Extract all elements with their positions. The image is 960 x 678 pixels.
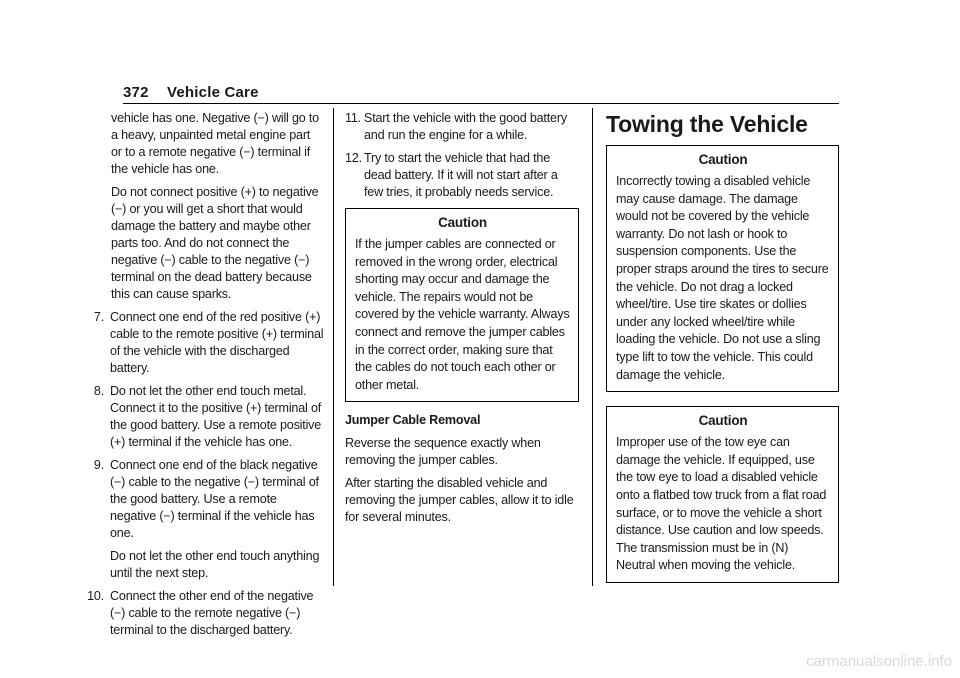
paragraph: Do not connect positive (+) to negative (−) or you will get a short that would damage the battery and maybe other parts too. And do not connect the negative (−) cable to the negative (−) terminal on the dead battery because this can cause sparks. xyxy=(111,185,319,301)
page-header xyxy=(123,84,259,101)
step-number: 10. xyxy=(87,589,104,603)
step-text: Do not let the other end touch anything until the next step. xyxy=(110,549,320,580)
caution-heading: Caution xyxy=(698,413,748,429)
caution-box xyxy=(345,208,579,402)
section-title: Vehicle Care xyxy=(167,84,259,101)
column-left xyxy=(78,110,324,645)
paragraph: vehicle has one. Negative (−) will go to a heavy, unpainted metal engine part or to a remote negative (−) terminal if the vehicle has one. xyxy=(111,111,319,176)
step-number: 9. xyxy=(93,458,104,472)
step-item xyxy=(78,383,324,451)
step-text: Try to start the vehicle that had the dead battery. If it will not start after a few tries, it probably needs service. xyxy=(364,151,558,199)
caution-heading: Caution xyxy=(438,215,487,230)
paragraph: Reverse the sequence exactly when removing the jumper cables. xyxy=(345,436,541,468)
step-text: Connect the other end of the negative (−) cable to the remote negative (−) terminal to the discharged battery. xyxy=(110,589,314,637)
caution-text: Improper use of the tow eye can damage the vehicle. If equipped, use the tow eye to load a disabled vehicle onto a flatbed tow truck from a flat road surface, or to move the vehicle a short distance. Use caution and low speeds. The transmission must be in (N) Neutral when moving the vehicle. xyxy=(616,435,827,573)
subheading: Jumper Cable Removal xyxy=(345,413,481,428)
step-item xyxy=(78,457,324,582)
step-number: 7. xyxy=(93,310,104,324)
step-number: 12. xyxy=(345,151,362,165)
column-divider-1 xyxy=(333,108,334,586)
column-middle xyxy=(345,110,579,532)
step-number: 8. xyxy=(93,384,104,398)
step-item xyxy=(78,588,324,639)
watermark: carmanualsonline.info xyxy=(806,653,952,670)
header-rule xyxy=(123,103,839,104)
caution-heading: Caution xyxy=(698,152,748,167)
step-item xyxy=(345,150,579,201)
step-text: Do not let the other end touch metal. Connect it to the positive (+) terminal of the good battery. Use a remote positive (+) terminal if the vehicle has one. xyxy=(110,384,322,449)
column-divider-2 xyxy=(592,108,593,586)
step-text: Connect one end of the black negative (−) cable to the negative (−) terminal of the good battery. Use a remote negative (−) terminal if the vehicle has one. xyxy=(110,458,319,540)
step-item xyxy=(345,110,579,144)
caution-box xyxy=(606,406,839,583)
column-right xyxy=(606,110,839,593)
caution-text: Incorrectly towing a disabled vehicle may cause damage. The damage would not be covered by the vehicle warranty. Do not lash or hook to suspension components. Use the proper straps around the tires to secure the vehicle. Do not drag a locked wheel/tire. Use tire skates or dollies under any locked wheel/tire while loading the vehicle. Do not use a sling type lift to tow the vehicle. This could damage the vehicle. xyxy=(616,174,829,382)
caution-text: If the jumper cables are connected or removed in the wrong order, electrical shorting may occur and damage the vehicle. The repairs would not be covered by the vehicle warranty. Always connect and remove the jumper cables in the correct order, making sure that the cables do not touch each other or other metal. xyxy=(355,237,570,392)
step-number: 11. xyxy=(345,111,361,125)
step-text: Start the vehicle with the good battery and run the engine for a while. xyxy=(364,111,567,142)
paragraph: After starting the disabled vehicle and removing the jumper cables, allow it to idle for several minutes. xyxy=(345,476,574,525)
section-heading: Towing the Vehicle xyxy=(606,111,808,137)
step-text: Connect one end of the red positive (+) cable to the remote positive (+) terminal of the vehicle with the discharged battery. xyxy=(110,310,324,375)
step-item xyxy=(78,309,324,377)
caution-box xyxy=(606,145,839,392)
page-number: 372 xyxy=(123,84,149,101)
